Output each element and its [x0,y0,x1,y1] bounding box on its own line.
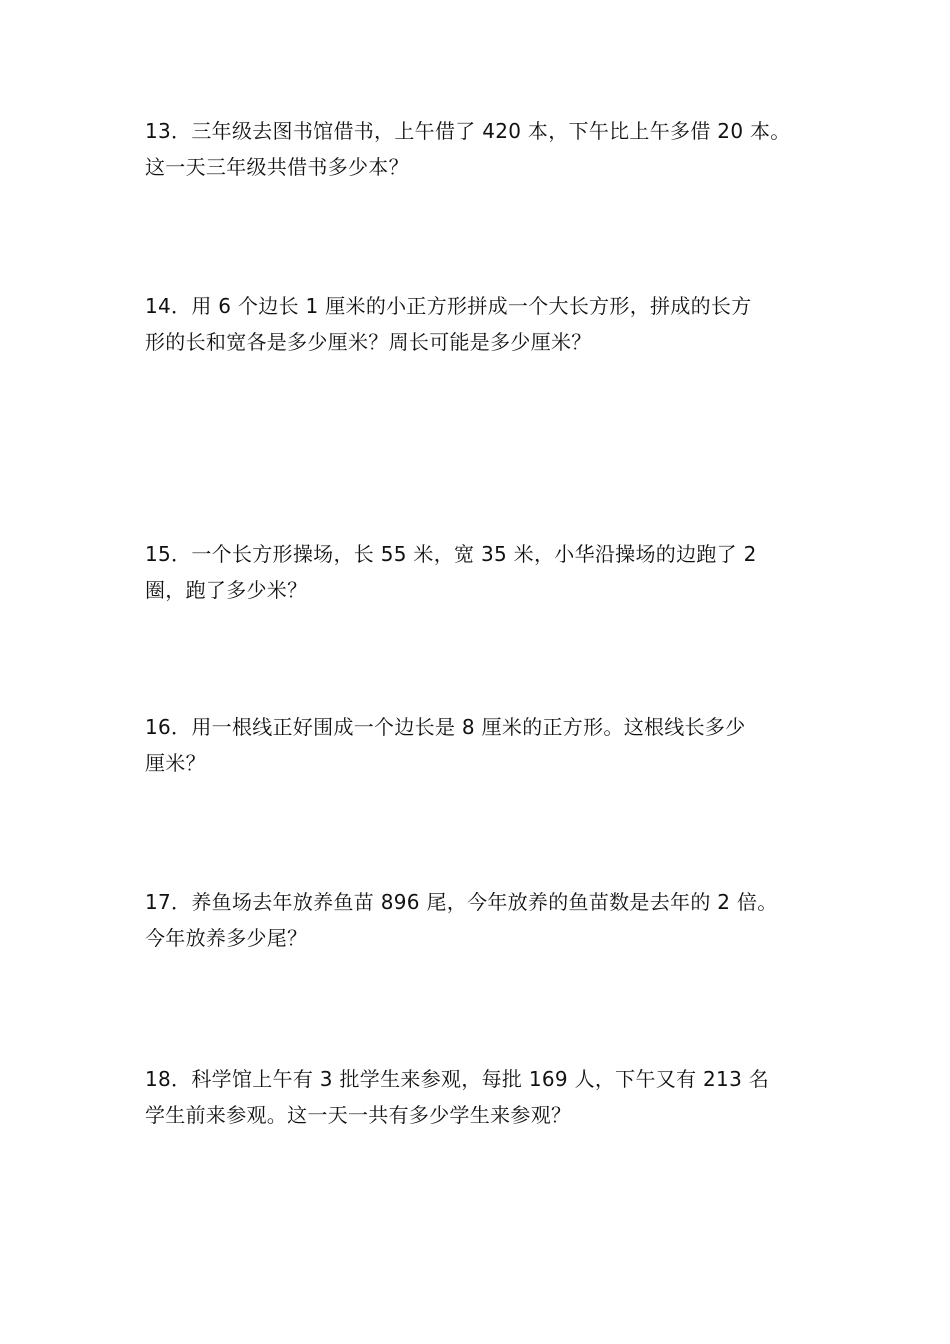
problem-15-line-1: 15．一个长方形操场，长 55 米，宽 35 米，小华沿操场的边跑了 2 [145,542,757,566]
problem-17 [145,884,825,956]
problem-14-line-2: 形的长和宽各是多少厘米？周长可能是多少厘米？ [145,330,592,354]
problem-16-line-1: 16．用一根线正好围成一个边长是 8 厘米的正方形。这根线长多少 [145,715,746,739]
problem-17-line-1: 17．养鱼场去年放养鱼苗 896 尾，今年放养的鱼苗数是去年的 2 倍。 [145,890,778,914]
problem-13-line-2: 这一天三年级共借书多少本？ [145,155,409,179]
problem-14-line-1: 14．用 6 个边长 1 厘米的小正方形拼成一个大长方形，拼成的长方 [145,294,752,318]
problem-13-line-1: 13．三年级去图书馆借书，上午借了 420 本，下午比上午多借 20 本。 [145,119,791,143]
problem-15 [145,536,825,608]
problem-17-line-2: 今年放养多少尾？ [145,926,308,950]
problem-14 [145,288,825,360]
problem-13 [145,113,825,185]
problem-16-line-2: 厘米？ [145,751,206,775]
problem-16 [145,709,825,781]
problem-18-line-1: 18．科学馆上午有 3 批学生来参观，每批 169 人，下午又有 213 名 [145,1067,770,1091]
problem-18-line-2: 学生前来参观。这一天一共有多少学生来参观？ [145,1103,572,1127]
problem-15-line-2: 圈，跑了多少米？ [145,578,308,602]
problem-18 [145,1061,825,1133]
